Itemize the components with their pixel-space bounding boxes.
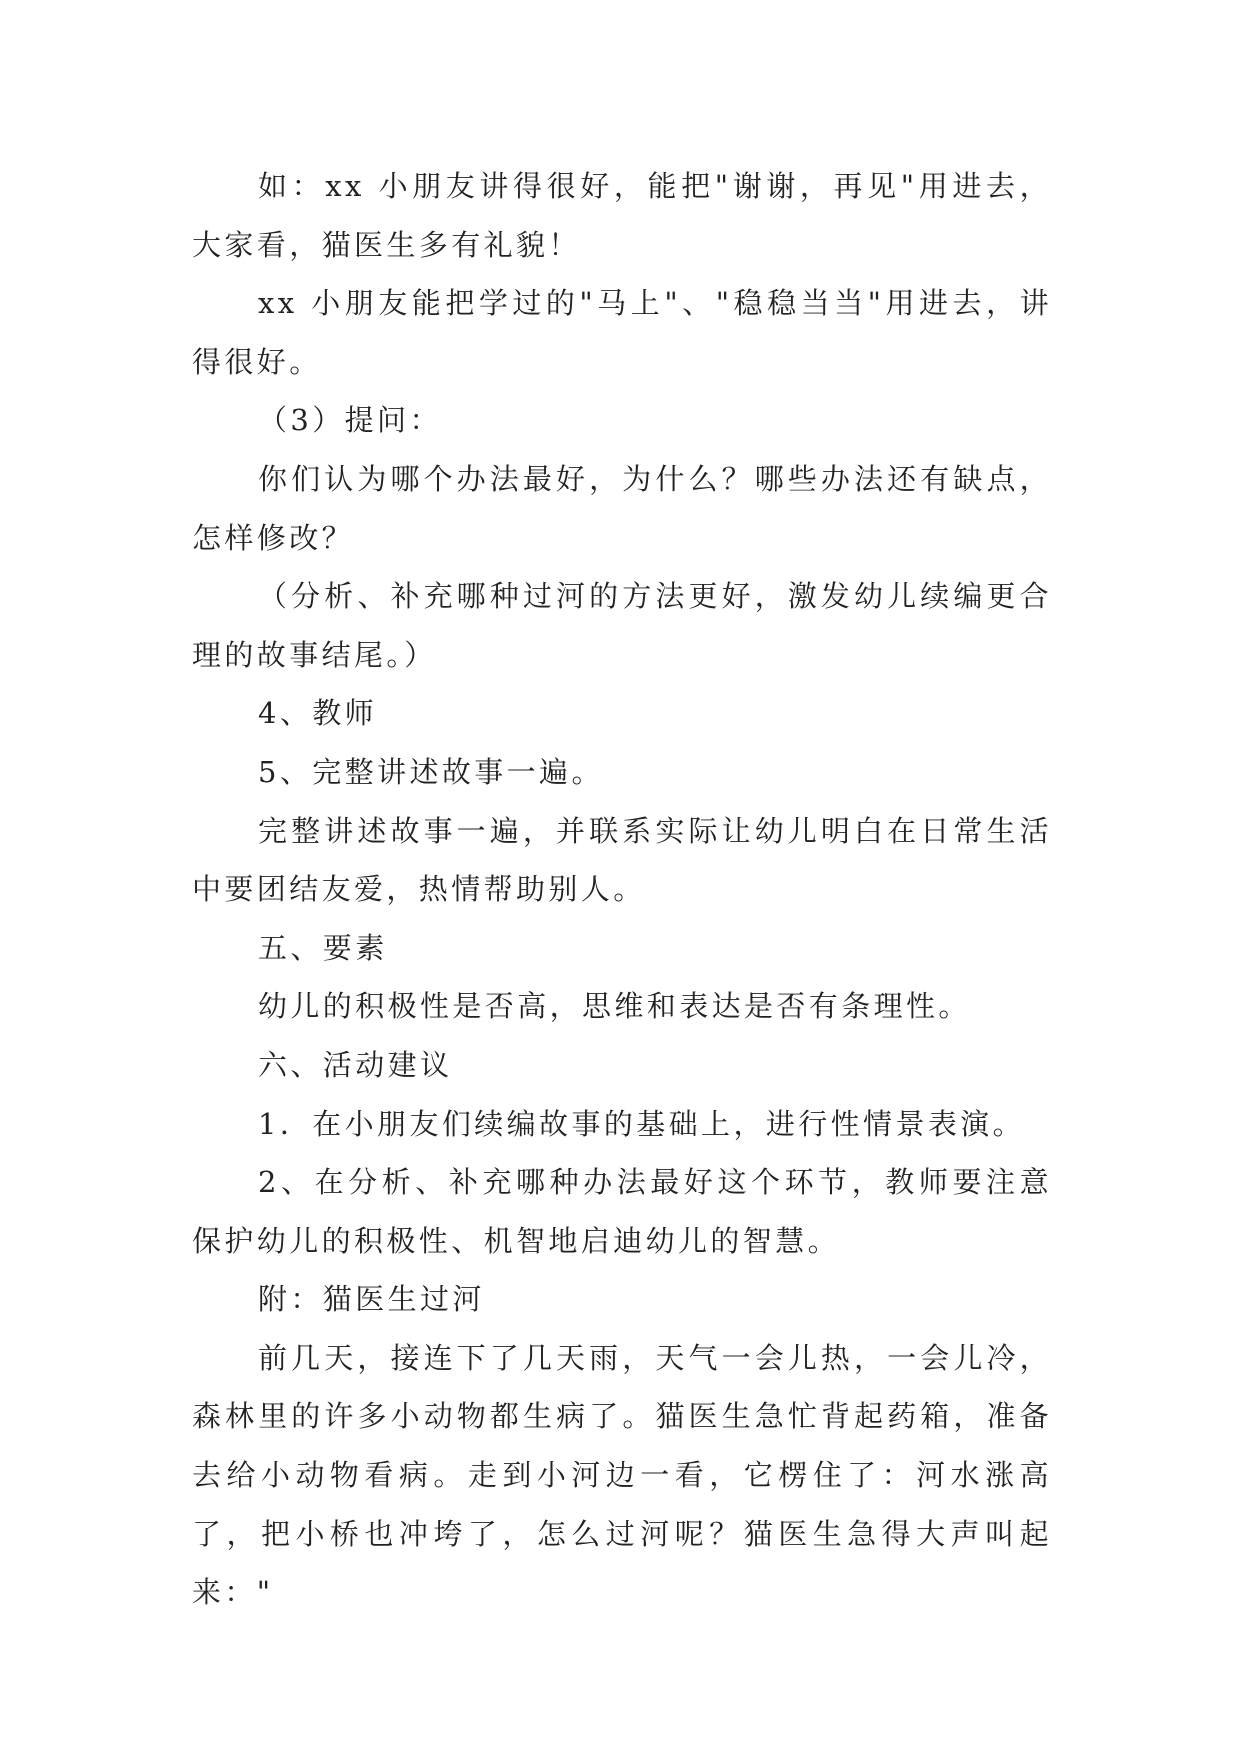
paragraph-question-heading: （3）提问：	[258, 403, 442, 438]
paragraph-analysis-note: （分析、补充哪种过河的方法更好，激发幼儿续编更合理的故事结尾。）	[192, 579, 1052, 672]
paragraph-step-5: 5、完整讲述故事一遍。	[258, 754, 604, 789]
document-body	[192, 157, 1052, 1622]
paragraph-praise-example: 如：xx 小朋友讲得很好，能把"谢谢，再见"用进去，大家看，猫医生多有礼貌！	[192, 169, 1052, 262]
paragraph-praise-example-2: xx 小朋友能把学过的"马上"、"稳稳当当"用进去，讲得很好。	[192, 286, 1052, 379]
paragraph-retell: 完整讲述故事一遍，并联系实际让幼儿明白在日常生活中要团结友爱，热情帮助别人。	[192, 813, 1052, 907]
paragraph-step-4: 4、教师	[258, 696, 378, 731]
appendix-title: 附：猫医生过河	[258, 1282, 485, 1317]
section-heading-elements: 五、要素	[258, 930, 388, 965]
paragraph-question: 你们认为哪个办法最好，为什么？哪些办法还有缺点，怎样修改？	[192, 461, 1052, 555]
section-heading-suggestions: 六、活动建议	[258, 1047, 453, 1082]
paragraph-suggestion-2: 2、在分析、补充哪种办法最好这个环节，教师要注意保护幼儿的积极性、机智地启迪幼儿的智慧。	[192, 1165, 1052, 1258]
paragraph-elements: 幼儿的积极性是否高，思维和表达是否有条理性。	[258, 989, 971, 1024]
paragraph-story: 前几天，接连下了几天雨，天气一会儿热，一会儿冷，森林里的许多小动物都生病了。猫医生急忙背起药箱，准备去给小动物看病。走到小河边一看，它楞住了：河水涨高了，把小桥也冲垮了，怎么过河呢？猫医生急得大声叫起来："	[192, 1340, 1052, 1610]
paragraph-suggestion-1: 1．在小朋友们续编故事的基础上，进行性情景表演。	[258, 1106, 1026, 1141]
